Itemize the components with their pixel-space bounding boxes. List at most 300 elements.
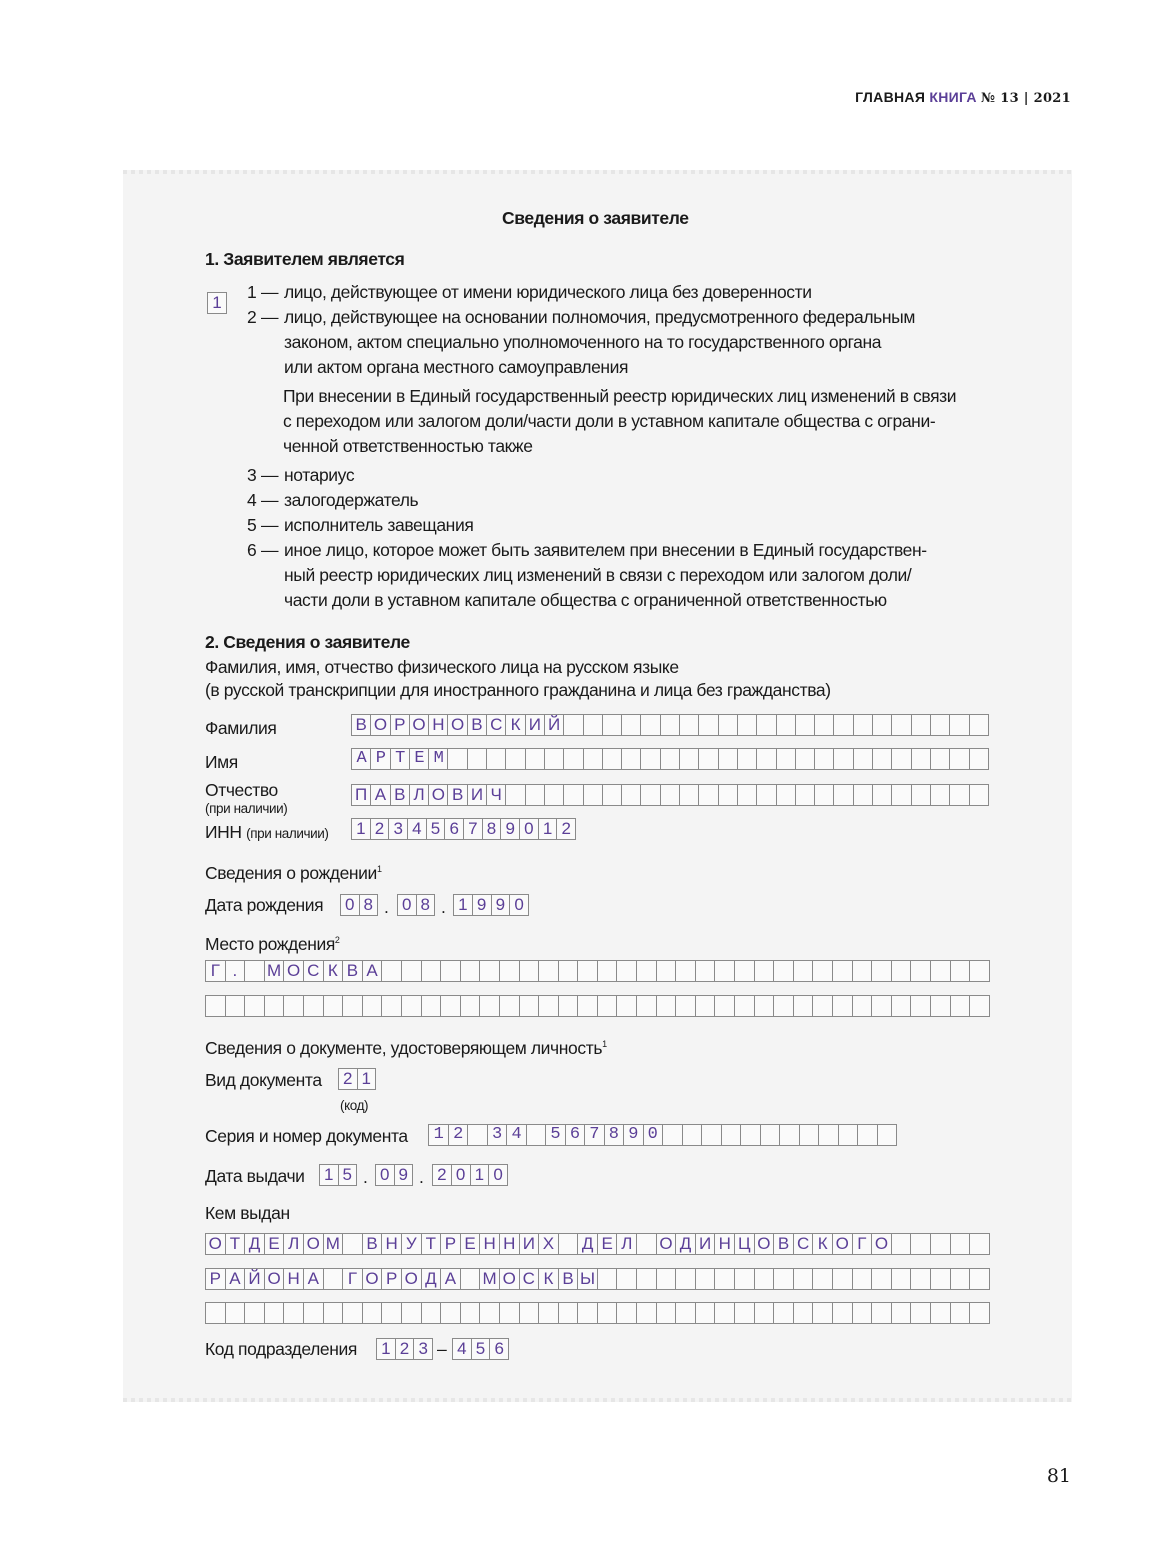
char-cell bbox=[401, 996, 421, 1016]
char-cell bbox=[636, 961, 656, 981]
char-cell bbox=[558, 1303, 578, 1323]
char-cell: Р bbox=[209, 1269, 221, 1288]
section-1-heading: 1. Заявителем является bbox=[205, 249, 405, 269]
char-cell: Н bbox=[479, 1234, 499, 1254]
char-cell bbox=[853, 749, 872, 769]
char-cell bbox=[773, 1269, 793, 1289]
char-cell bbox=[891, 996, 911, 1016]
char-cell bbox=[891, 961, 911, 981]
char-cell bbox=[656, 996, 676, 1016]
char-cell bbox=[891, 1303, 911, 1323]
char-cell bbox=[558, 1234, 578, 1254]
char-cell bbox=[795, 715, 814, 735]
char-cell: 5 bbox=[338, 1165, 357, 1185]
option-text: залогодержатель bbox=[284, 490, 419, 510]
char-cell bbox=[421, 1303, 441, 1323]
char-cell bbox=[323, 1269, 343, 1289]
char-cell bbox=[460, 1269, 480, 1289]
option-text: нотариус bbox=[284, 465, 355, 485]
char-cell bbox=[538, 1303, 558, 1323]
char-cell bbox=[793, 1303, 813, 1323]
birth-place-field-2[interactable] bbox=[205, 995, 990, 1017]
char-cell bbox=[264, 1303, 284, 1323]
char-cell: К bbox=[323, 961, 343, 981]
char-cell bbox=[891, 749, 910, 769]
char-cell: 9 bbox=[491, 895, 510, 915]
char-cell bbox=[714, 961, 734, 981]
char-cell bbox=[814, 785, 833, 805]
char-cell bbox=[910, 996, 930, 1016]
char-cell: 0 bbox=[519, 819, 538, 839]
char-cell: 1 bbox=[212, 293, 222, 312]
char-cell bbox=[544, 749, 563, 769]
option-note: ченной ответственностью также bbox=[283, 436, 533, 456]
char-cell: А bbox=[362, 961, 382, 981]
char-cell bbox=[852, 961, 872, 981]
document-type-field[interactable] bbox=[338, 1068, 376, 1090]
char-cell: 8 bbox=[416, 895, 435, 915]
char-cell: Л bbox=[283, 1234, 303, 1254]
char-cell bbox=[467, 749, 486, 769]
form-title: Сведения о заявителе bbox=[502, 208, 689, 228]
char-cell: Г bbox=[210, 961, 220, 980]
char-cell: 2 bbox=[556, 819, 575, 839]
document-heading: Сведения о документе, удостоверяющем личность bbox=[205, 1037, 603, 1058]
char-cell bbox=[969, 996, 989, 1016]
char-cell: К bbox=[505, 715, 524, 735]
char-cell bbox=[950, 996, 970, 1016]
char-cell bbox=[969, 1234, 989, 1254]
char-cell bbox=[754, 996, 774, 1016]
char-cell bbox=[871, 996, 891, 1016]
char-cell: 2 bbox=[395, 1339, 414, 1359]
char-cell: Й bbox=[544, 715, 563, 735]
date-separator: . bbox=[384, 897, 389, 917]
char-cell: А bbox=[225, 1269, 245, 1289]
char-cell bbox=[563, 715, 582, 735]
char-cell bbox=[852, 1303, 872, 1323]
option-number: 5 bbox=[247, 515, 257, 535]
char-cell: Г bbox=[852, 1234, 872, 1254]
birth-day-field[interactable] bbox=[340, 894, 378, 916]
char-cell bbox=[734, 996, 754, 1016]
char-cell bbox=[283, 1303, 303, 1323]
char-cell bbox=[675, 996, 695, 1016]
char-cell bbox=[525, 749, 544, 769]
char-cell bbox=[597, 996, 617, 1016]
char-cell bbox=[206, 1303, 225, 1323]
footnote-ref: 2 bbox=[334, 935, 340, 945]
char-cell bbox=[244, 961, 264, 981]
char-cell bbox=[814, 749, 833, 769]
char-cell bbox=[756, 715, 775, 735]
char-cell: О bbox=[656, 1234, 676, 1254]
date-separator: . bbox=[363, 1167, 368, 1187]
char-cell bbox=[479, 961, 499, 981]
char-cell: И bbox=[695, 1234, 715, 1254]
char-cell bbox=[577, 1303, 597, 1323]
char-cell bbox=[264, 996, 284, 1016]
char-cell: П bbox=[355, 785, 368, 804]
issue-month-field[interactable] bbox=[375, 1164, 413, 1186]
char-cell: М bbox=[264, 961, 284, 981]
char-cell: С bbox=[519, 1269, 539, 1289]
char-cell bbox=[910, 1269, 930, 1289]
char-cell: Г bbox=[342, 1269, 362, 1289]
char-cell: Н bbox=[499, 1234, 519, 1254]
char-cell bbox=[833, 749, 852, 769]
char-cell bbox=[833, 785, 852, 805]
char-cell bbox=[323, 1303, 343, 1323]
issued-by-field-2[interactable] bbox=[205, 1268, 990, 1290]
char-cell bbox=[440, 961, 460, 981]
inn-field[interactable] bbox=[351, 818, 576, 840]
char-cell bbox=[814, 715, 833, 735]
char-cell bbox=[793, 996, 813, 1016]
char-cell bbox=[323, 996, 343, 1016]
char-cell: Р bbox=[381, 1269, 401, 1289]
inn-label: ИНН bbox=[205, 822, 242, 842]
char-cell: О bbox=[428, 785, 447, 805]
char-cell bbox=[660, 715, 679, 735]
char-cell: 8 bbox=[359, 895, 378, 915]
char-cell bbox=[714, 1303, 734, 1323]
char-cell bbox=[969, 749, 988, 769]
char-cell bbox=[701, 1125, 721, 1145]
char-cell: В bbox=[773, 1234, 793, 1254]
char-cell bbox=[660, 785, 679, 805]
char-cell: У bbox=[401, 1234, 421, 1254]
char-cell bbox=[244, 996, 264, 1016]
char-cell bbox=[656, 1303, 676, 1323]
char-cell bbox=[698, 749, 717, 769]
section-2-heading: 2. Сведения о заявителе bbox=[205, 632, 410, 652]
char-cell bbox=[679, 749, 698, 769]
char-cell bbox=[949, 749, 968, 769]
char-cell bbox=[656, 961, 676, 981]
char-cell bbox=[525, 785, 544, 805]
char-cell bbox=[721, 1125, 741, 1145]
char-cell: О bbox=[499, 1269, 519, 1289]
option-text: ный реестр юридических лиц изменений в связи с переходом или залогом доли/ bbox=[284, 565, 912, 585]
char-cell bbox=[812, 1303, 832, 1323]
char-cell bbox=[597, 1303, 617, 1323]
char-cell bbox=[583, 749, 602, 769]
char-cell bbox=[381, 1303, 401, 1323]
char-cell: 4 bbox=[407, 819, 426, 839]
issue-day-field[interactable] bbox=[319, 1164, 357, 1186]
char-cell bbox=[440, 996, 460, 1016]
char-cell: А bbox=[303, 1269, 323, 1289]
department-code-field-1[interactable] bbox=[376, 1338, 433, 1360]
char-cell bbox=[679, 785, 698, 805]
char-cell bbox=[740, 1125, 760, 1145]
char-cell bbox=[891, 785, 910, 805]
char-cell: С bbox=[303, 961, 323, 981]
option-note: При внесении в Единый государственный реестр юридических лиц изменений в связи bbox=[283, 386, 957, 406]
char-cell: 4 bbox=[457, 1339, 467, 1358]
birth-month-field[interactable] bbox=[397, 894, 435, 916]
char-cell bbox=[519, 1303, 539, 1323]
char-cell: 9 bbox=[472, 895, 491, 915]
char-cell bbox=[832, 1303, 852, 1323]
char-cell: О bbox=[871, 1234, 891, 1254]
char-cell bbox=[737, 715, 756, 735]
char-cell: К bbox=[538, 1269, 558, 1289]
char-cell bbox=[479, 1303, 499, 1323]
option-number: 2 bbox=[247, 307, 257, 327]
char-cell bbox=[577, 961, 597, 981]
option-dash: — bbox=[261, 515, 279, 535]
surname-field[interactable] bbox=[351, 714, 989, 736]
char-cell bbox=[930, 785, 949, 805]
option-dash: — bbox=[261, 465, 279, 485]
char-cell bbox=[969, 785, 988, 805]
char-cell bbox=[714, 1269, 734, 1289]
char-cell: 8 bbox=[482, 819, 501, 839]
char-cell: О bbox=[754, 1234, 774, 1254]
inn-note: (при наличии) bbox=[246, 826, 329, 841]
char-cell bbox=[381, 961, 401, 981]
char-cell bbox=[621, 785, 640, 805]
char-cell bbox=[583, 715, 602, 735]
footnote-ref: 1 bbox=[376, 864, 382, 874]
char-cell: 1 bbox=[458, 895, 468, 914]
char-cell: 0 bbox=[451, 1165, 470, 1185]
document-type-note: (код) bbox=[340, 1098, 369, 1113]
char-cell bbox=[283, 996, 303, 1016]
footnote-ref: 1 bbox=[602, 1039, 607, 1049]
char-cell bbox=[950, 1269, 970, 1289]
char-cell: 9 bbox=[394, 1165, 413, 1185]
char-cell bbox=[682, 1125, 702, 1145]
char-cell bbox=[734, 961, 754, 981]
char-cell bbox=[776, 715, 795, 735]
char-cell bbox=[577, 996, 597, 1016]
char-cell bbox=[891, 1234, 911, 1254]
option-note: с переходом или залогом доли/части доли в уставном капитале общества с ограни- bbox=[283, 411, 936, 431]
char-cell bbox=[773, 1303, 793, 1323]
brand-main: ГЛАВНАЯ bbox=[855, 89, 926, 105]
char-cell bbox=[225, 996, 245, 1016]
document-type-label: Вид документа bbox=[205, 1070, 322, 1090]
char-cell: С bbox=[793, 1234, 813, 1254]
char-cell bbox=[538, 961, 558, 981]
char-cell: 6 bbox=[489, 1339, 508, 1359]
char-cell bbox=[799, 1125, 819, 1145]
issue-year-field[interactable] bbox=[432, 1164, 508, 1186]
char-cell: И bbox=[519, 1234, 539, 1254]
char-cell: В bbox=[342, 961, 362, 981]
char-cell: Н bbox=[283, 1269, 303, 1289]
section-2-subtitle: Фамилия, имя, отчество физического лица на русском языке bbox=[205, 657, 679, 677]
char-cell bbox=[779, 1125, 799, 1145]
char-cell: 0 bbox=[345, 895, 355, 914]
option-text: лицо, действующее на основании полномочия, предусмотренного федеральным bbox=[284, 307, 915, 327]
brand-accent: КНИГА bbox=[929, 89, 977, 105]
department-code-field-2[interactable] bbox=[452, 1338, 509, 1360]
char-cell bbox=[499, 996, 519, 1016]
char-cell bbox=[558, 996, 578, 1016]
option-dash: — bbox=[261, 282, 279, 302]
char-cell bbox=[853, 785, 872, 805]
char-cell: О bbox=[283, 961, 303, 981]
char-cell bbox=[776, 749, 795, 769]
char-cell: Е bbox=[460, 1234, 480, 1254]
char-cell bbox=[853, 715, 872, 735]
issued-by-field-3[interactable] bbox=[205, 1302, 990, 1324]
char-cell bbox=[698, 715, 717, 735]
char-cell bbox=[760, 1125, 780, 1145]
char-cell bbox=[640, 715, 659, 735]
char-cell bbox=[930, 1269, 950, 1289]
char-cell bbox=[636, 1269, 656, 1289]
char-cell bbox=[773, 996, 793, 1016]
char-cell bbox=[818, 1125, 838, 1145]
char-cell: Р bbox=[440, 1234, 460, 1254]
char-cell bbox=[795, 785, 814, 805]
char-cell bbox=[838, 1125, 858, 1145]
char-cell: 2 bbox=[370, 819, 389, 839]
char-cell bbox=[505, 785, 524, 805]
char-cell bbox=[812, 996, 832, 1016]
char-cell: О bbox=[362, 1269, 382, 1289]
char-cell bbox=[910, 1234, 930, 1254]
name-field[interactable] bbox=[351, 748, 989, 770]
char-cell: Т bbox=[225, 1234, 245, 1254]
char-cell bbox=[558, 961, 578, 981]
char-cell bbox=[872, 715, 891, 735]
char-cell bbox=[563, 749, 582, 769]
char-cell bbox=[950, 1303, 970, 1323]
char-cell bbox=[636, 1303, 656, 1323]
char-cell bbox=[930, 715, 949, 735]
char-cell: В bbox=[362, 1234, 382, 1254]
char-cell: О bbox=[303, 1234, 323, 1254]
char-cell bbox=[401, 961, 421, 981]
document-number-field[interactable] bbox=[428, 1124, 897, 1146]
option-number: 4 bbox=[247, 490, 257, 510]
char-cell: И bbox=[525, 715, 544, 735]
char-cell bbox=[949, 715, 968, 735]
char-cell: Р bbox=[390, 715, 409, 735]
char-cell bbox=[342, 1303, 362, 1323]
magazine-header bbox=[855, 89, 1071, 106]
char-cell bbox=[597, 961, 617, 981]
char-cell: 9 bbox=[500, 819, 519, 839]
char-cell bbox=[911, 715, 930, 735]
char-cell bbox=[675, 961, 695, 981]
char-cell: Й bbox=[244, 1269, 264, 1289]
char-cell bbox=[734, 1303, 754, 1323]
char-cell: 1 bbox=[356, 819, 366, 838]
birth-place-field-1[interactable] bbox=[205, 960, 990, 982]
char-cell bbox=[679, 715, 698, 735]
char-cell bbox=[754, 961, 774, 981]
char-cell bbox=[969, 1269, 989, 1289]
char-cell bbox=[756, 785, 775, 805]
char-cell bbox=[225, 1303, 245, 1323]
char-cell bbox=[583, 785, 602, 805]
char-cell bbox=[871, 1303, 891, 1323]
char-cell: О bbox=[370, 715, 389, 735]
char-cell: О bbox=[401, 1269, 421, 1289]
char-cell bbox=[616, 996, 636, 1016]
char-cell: Л bbox=[616, 1234, 636, 1254]
option-text: части доли в уставном капитале общества с ограниченной ответственностью bbox=[284, 590, 887, 610]
char-cell bbox=[795, 749, 814, 769]
char-cell bbox=[910, 1303, 930, 1323]
char-cell bbox=[519, 961, 539, 981]
surname-label: Фамилия bbox=[205, 718, 277, 738]
char-cell: Е bbox=[597, 1234, 617, 1254]
char-cell bbox=[773, 961, 793, 981]
char-cell bbox=[519, 996, 539, 1016]
char-cell bbox=[812, 961, 832, 981]
section-2-note: (в русской транскрипции для иностранного гражданина и лица без гражданства) bbox=[205, 680, 831, 700]
patronymic-field[interactable] bbox=[351, 784, 989, 806]
char-cell bbox=[244, 1303, 264, 1323]
birth-year-field[interactable] bbox=[453, 894, 529, 916]
char-cell: В bbox=[558, 1269, 578, 1289]
char-cell: В bbox=[467, 715, 486, 735]
char-cell: О bbox=[409, 715, 428, 735]
char-cell: Ц bbox=[734, 1234, 754, 1254]
char-cell: 1 bbox=[381, 1339, 391, 1358]
char-cell bbox=[675, 1303, 695, 1323]
char-cell: Н bbox=[381, 1234, 401, 1254]
char-cell bbox=[695, 1303, 715, 1323]
char-cell bbox=[486, 749, 505, 769]
applicant-type-field[interactable] bbox=[207, 292, 227, 314]
option-text: или актом органа местного самоуправления bbox=[284, 357, 629, 377]
issued-by-field-1[interactable] bbox=[205, 1233, 990, 1255]
char-cell bbox=[930, 961, 950, 981]
char-cell: 1 bbox=[470, 1165, 489, 1185]
char-cell bbox=[479, 996, 499, 1016]
char-cell bbox=[636, 1234, 656, 1254]
char-cell bbox=[718, 749, 737, 769]
char-cell bbox=[872, 785, 891, 805]
option-number: 1 bbox=[247, 282, 257, 302]
char-cell: С bbox=[486, 715, 505, 735]
char-cell bbox=[602, 785, 621, 805]
char-cell bbox=[871, 961, 891, 981]
char-cell bbox=[695, 1269, 715, 1289]
char-cell: И bbox=[467, 785, 486, 805]
char-cell: В bbox=[390, 785, 409, 805]
char-cell bbox=[640, 785, 659, 805]
date-separator: . bbox=[441, 897, 446, 917]
char-cell bbox=[891, 715, 910, 735]
option-dash: — bbox=[261, 490, 279, 510]
char-cell bbox=[460, 996, 480, 1016]
char-cell bbox=[206, 996, 225, 1016]
char-cell bbox=[362, 1303, 382, 1323]
issued-by-label: Кем выдан bbox=[205, 1203, 290, 1223]
char-cell: 1 bbox=[324, 1165, 334, 1184]
char-cell bbox=[381, 996, 401, 1016]
char-cell bbox=[754, 1269, 774, 1289]
char-cell bbox=[737, 785, 756, 805]
char-cell bbox=[852, 996, 872, 1016]
char-cell bbox=[950, 1234, 970, 1254]
char-cell bbox=[852, 1269, 872, 1289]
char-cell bbox=[756, 749, 775, 769]
char-cell bbox=[544, 785, 563, 805]
birth-place-label: Место рождения bbox=[205, 933, 335, 954]
char-cell: Н bbox=[714, 1234, 734, 1254]
